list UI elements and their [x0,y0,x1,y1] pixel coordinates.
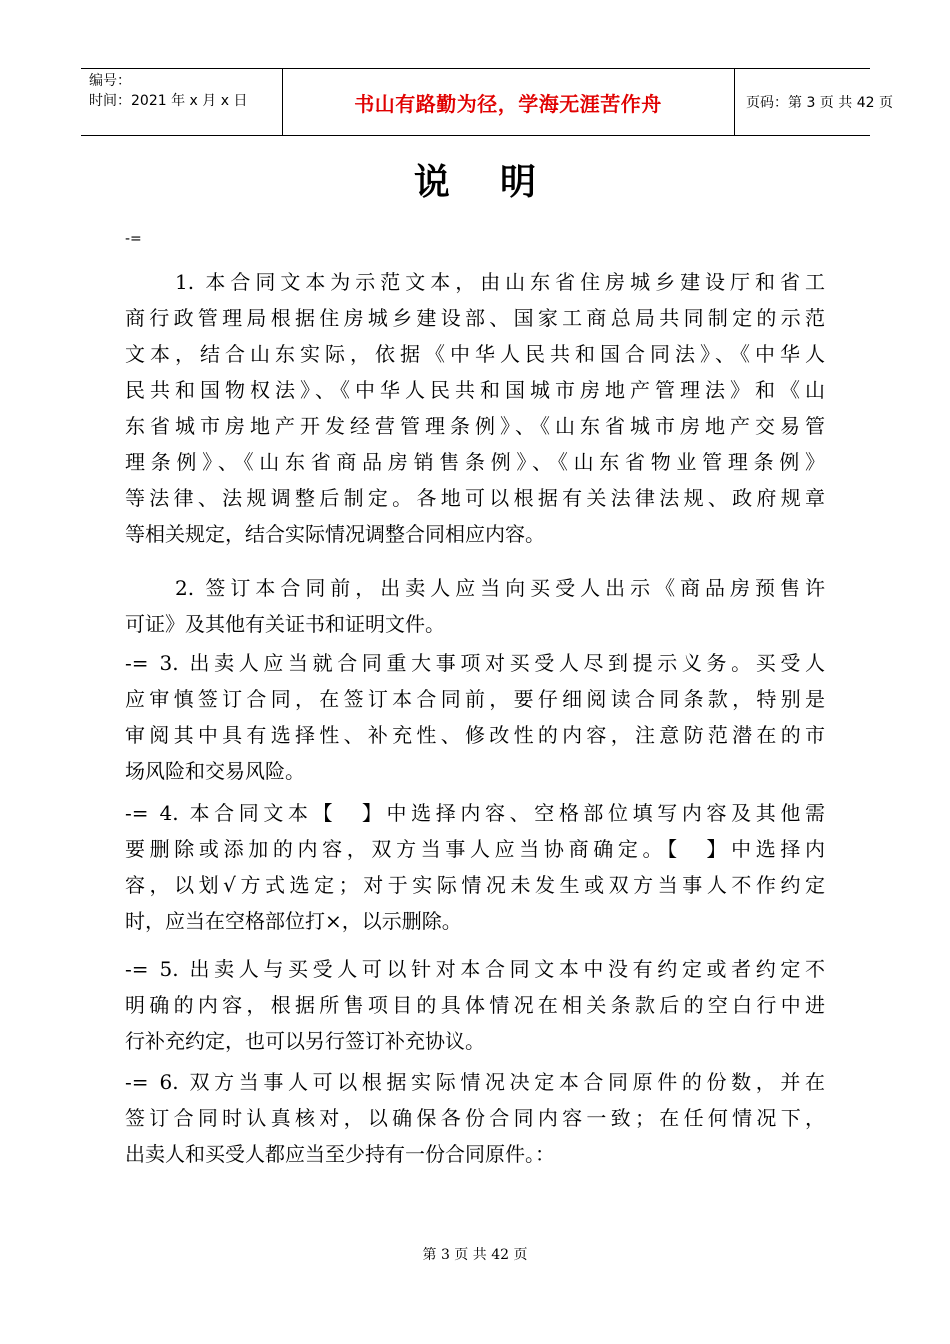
body-line: 容，以划√方式选定；对于实际情况未发生或双方当事人不作约定 [125,873,825,897]
body-line: 时，应当在空格部位打×，以示删除。 [125,909,462,933]
header-motto-cell [282,69,735,135]
header-meta-cell [81,69,283,135]
body-line: 等法律、法规调整后制定。各地可以根据有关法律法规、政府规章 [125,486,825,510]
body-line: -= 4. 本合同文本【 】中选择内容、空格部位填写内容及其他需 [125,801,825,825]
body-line: -= 3. 出卖人应当就合同重大事项对买受人尽到提示义务。买受人 [125,651,825,675]
body-line: 行补充约定，也可以另行签订补充协议。 [125,1029,485,1053]
header-page-info: 页码：第 3 页 共 42 页 [746,95,893,111]
body-line: 要删除或添加的内容，双方当事人应当协商确定。【 】中选择内 [125,837,825,861]
body-line: 场风险和交易风险。 [125,759,305,783]
document-time-label: 时间：2021 年 x 月 x 日 [89,93,248,109]
body-line: 东省城市房地产开发经营管理条例》、《山东省城市房地产交易管 [125,414,825,438]
body-line: 民共和国物权法》、《中华人民共和国城市房地产管理法》和《山 [125,378,825,402]
body-line: 审阅其中具有选择性、补充性、修改性的内容，注意防范潜在的市 [125,723,825,747]
body-line: 出卖人和买受人都应当至少持有一份合同原件。： [125,1142,555,1166]
body-line: 等相关规定，结合实际情况调整合同相应内容。 [125,522,545,546]
header-motto: 书山有路勤为径，学海无涯苦作舟 [354,91,662,116]
body-line: 2. 签订本合同前，出卖人应当向买受人出示《商品房预售许 [125,576,825,600]
page-footer: 第 3 页 共 42 页 [422,1247,528,1263]
body-line: 文本，结合山东实际，依据《中华人民共和国合同法》、《中华人 [125,342,825,366]
section-marker: -= [125,231,142,247]
document-number-label: 编号： [89,73,131,89]
header-table [81,68,893,136]
body-line: 商行政管理局根据住房城乡建设部、国家工商总局共同制定的示范 [125,306,825,330]
body-line: -= 5. 出卖人与买受人可以针对本合同文本中没有约定或者约定不 [125,957,825,981]
body-line: 明确的内容，根据所售项目的具体情况在相关条款后的空白行中进 [125,993,825,1017]
header-page-cell [734,69,893,135]
page-title: 说 明 [413,161,537,203]
body-line: 可证》及其他有关证书和证明文件。 [125,612,445,636]
body-line: 应审慎签订合同，在签订本合同前，要仔细阅读合同条款，特别是 [125,687,825,711]
body-line: 1. 本合同文本为示范文本，由山东省住房城乡建设厅和省工 [125,270,825,294]
body-line: 签订合同时认真核对，以确保各份合同内容一致；在任何情况下， [125,1106,825,1130]
body-line: -= 6. 双方当事人可以根据实际情况决定本合同原件的份数，并在 [125,1070,825,1094]
body-line: 理条例》、《山东省商品房销售条例》、《山东省物业管理条例》 [125,450,825,474]
